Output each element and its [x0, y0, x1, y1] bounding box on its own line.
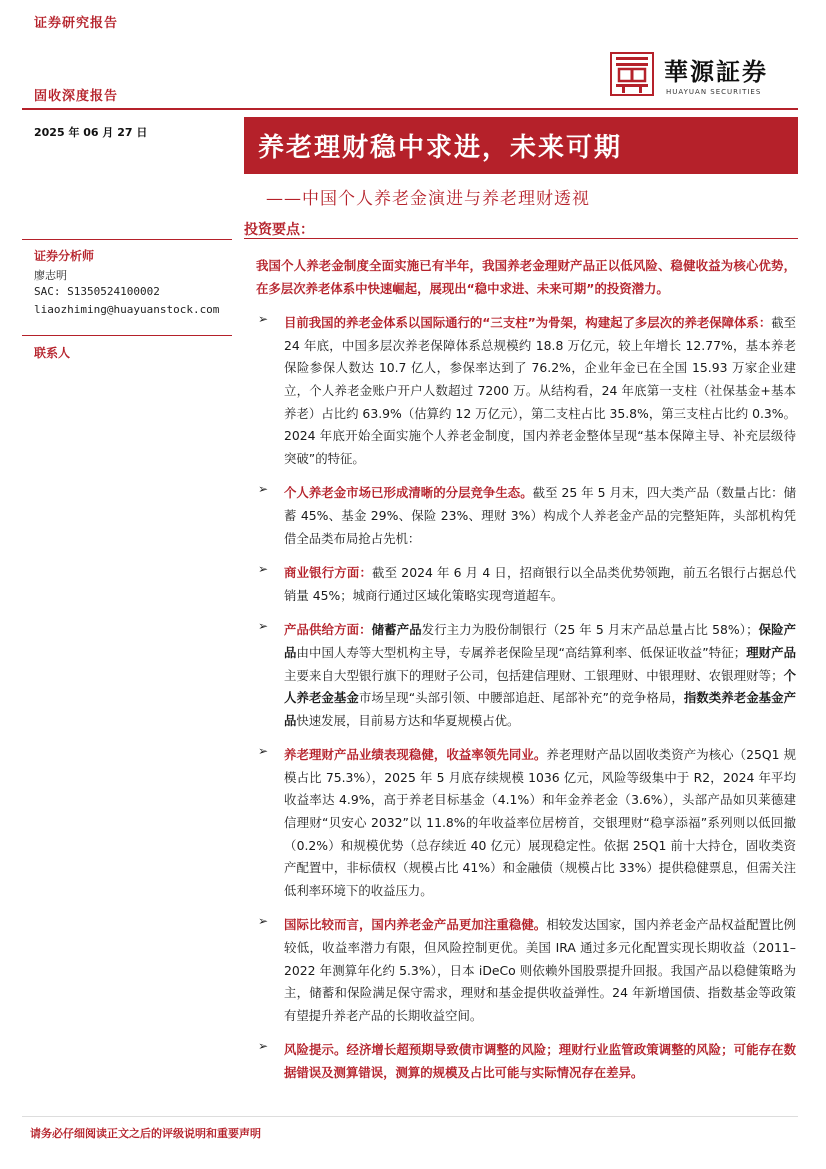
footer-divider: [22, 1116, 798, 1117]
bullet-text: [284, 619, 796, 732]
bullet-body: 发行主力为股份制银行（25 年 5 月末产品总量占比 58%）；: [421, 622, 759, 638]
page-subtitle: ——中国个人养老金演进与养老理财透视: [266, 189, 590, 209]
analyst-name: 廖志明: [34, 269, 67, 282]
bullet-item: [256, 914, 796, 1027]
footer-disclaimer: 请务必仔细阅读正文之后的评级说明和重要声明: [30, 1127, 261, 1140]
bullet-highlight: 产品供给方面：: [284, 622, 372, 638]
arrow-right-icon: ➢: [258, 562, 269, 577]
bullet-item: [256, 562, 796, 607]
bullet-text: [284, 914, 796, 1027]
investment-points-heading: 投资要点：: [244, 222, 314, 238]
bullet-list: [256, 312, 796, 1084]
investment-points-body: [256, 255, 796, 1097]
bullet-body: 截至 24 年底，中国多层次养老保障体系总规模约 18.8 万亿元，较上年增长 12.77%，基本养老保险参保人数达 10.7 亿人，参保率达到了 76.2%，企业年金已在全国 15.93 万家企业建立，个人养老金账户开户人数超过 7200 万。从结构看，24 年底第一支柱（社保基金+基本养老）占比约 63.9%（估算约 12 万亿元），第二支柱占比 35.8%，第三支柱占比约 0.3%。2024 年底开始全面实施个人养老金制度，国内养老金整体呈现“基本保障主导、补充层级待突破”的特征。: [284, 315, 797, 466]
report-date: 2025 年 06 月 27 日: [34, 126, 148, 139]
investment-points-divider: [244, 238, 798, 239]
page-title: 养老理财稳中求进，未来可期: [258, 133, 623, 163]
company-logo: [610, 52, 800, 100]
bullet-item: [256, 312, 796, 470]
analyst-section-title: 证券分析师: [34, 249, 95, 263]
bullet-text: [284, 482, 796, 550]
bullet-keyword: 储蓄产品: [371, 622, 422, 638]
arrow-right-icon: ➢: [258, 1039, 269, 1054]
bullet-keyword: 理财产品: [746, 644, 797, 660]
sidebar-divider: [22, 335, 232, 336]
intro-paragraph: 我国个人养老金制度全面实施已有半年，我国养老金理财产品正以低风险、稳健收益为核心优势，在多层次养老体系中快速崛起，展现出“稳中求进、未来可期”的投资潜力。: [256, 258, 796, 296]
logo-chinese-name: 華源証券: [664, 57, 768, 86]
bullet-highlight: 商业银行方面：: [284, 565, 373, 581]
analyst-sac-number: SAC: S1350524100002: [34, 285, 160, 298]
header-divider: [22, 108, 798, 110]
bullet-body: 养老理财产品以固收类资产为核心（25Q1 规模占比 75.3%），2025 年 5 月底存续规模 1036 亿元，风险等级集中于 R2，2024 年平均收益率达 4.9%，高于养老目标基金（4.1%）和年金养老金（3.6%），头部产品如贝莱德建信理财“贝安心 2032”以 11.8%的年收益率位居榜首，交银理财“稳享添福”系列则以低回撤（0.2%）和规模优势（总存续近 40 亿元）展现稳定性。依据 25Q1 前十大持仓，固收类资产配置中，非标债权（规模占比 41%）和金融债（规模占比 33%）提供稳健票息，但需关注低利率环境下的收益压力。: [284, 747, 796, 898]
report-category-label: 证券研究报告: [34, 16, 119, 31]
contact-section-title: 联系人: [34, 346, 71, 360]
analyst-email: liaozhiming@huayuanstock.com: [34, 303, 220, 316]
huayuan-logo-icon: [610, 52, 654, 96]
bullet-highlight: 养老理财产品业绩表现稳健，收益率领先同业。: [284, 747, 547, 763]
bullet-body: 由中国人寿等大型机构主导，专属养老保险呈现“高结算利率、低保证收益”特征；: [296, 644, 747, 660]
bullet-highlight: 风险提示。经济增长超预期导致债市调整的风险；理财行业监管政策调整的风险；可能存在数据错误及测算错误，测算的规模及占比可能与实际情况存在差异。: [284, 1042, 796, 1080]
bullet-text: [284, 744, 796, 902]
title-banner: [244, 117, 798, 174]
arrow-right-icon: ➢: [258, 744, 269, 759]
arrow-right-icon: ➢: [258, 482, 269, 497]
bullet-item: [256, 482, 796, 550]
bullet-keyword: 指数类养老金基金产品: [284, 690, 797, 728]
bullet-item: [256, 1039, 796, 1084]
bullet-body: 主要来自大型银行旗下的理财子公司，包括建信理财、工银理财、中银理财、农银理财等；: [284, 667, 784, 683]
bullet-highlight: 个人养老金市场已形成清晰的分层竞争生态。: [284, 485, 533, 501]
bullet-body: 截至 25 年 5 月末，四大类产品（数量占比：储蓄 45%、基金 29%、保险 23%、理财 3%）构成个人养老金产品的完整矩阵，头部机构凭借全品类布局抢占先机：: [284, 485, 797, 546]
bullet-body: 相较发达国家，国内养老金产品权益配置比例较低，收益率潜力有限，但风险控制更优。美国 IRA 通过多元化配置实现长期收益（2011–2022 年测算年化约 5.3%），日本 iDeCo 则依赖外国股票提升回报。我国产品以稳健策略为主，储蓄和保险满足保守需求，理财和基金提供收益弹性。24 年新增国债、指数基金等政策有望提升养老产品的长期收益空间。: [284, 917, 797, 1023]
bullet-item: [256, 619, 796, 732]
bullet-keyword: 个人养老金基金: [284, 667, 797, 706]
bullet-text: [284, 312, 796, 470]
arrow-right-icon: ➢: [258, 619, 269, 634]
arrow-right-icon: ➢: [258, 914, 269, 929]
bullet-highlight: 目前我国的养老金体系以国际通行的“三支柱”为骨架，构建起了多层次的养老保障体系：: [284, 315, 772, 331]
bullet-text: [284, 1039, 796, 1084]
bullet-keyword: 保险产品: [284, 622, 797, 660]
bullet-body: 快速发展，目前易方达和华夏规模占优。: [296, 712, 520, 728]
bullet-body: 截至 2024 年 6 月 4 日，招商银行以全品类优势领跑，前五名银行占据总代销量 45%；城商行通过区域化策略实现弯道超车。: [284, 565, 796, 603]
sidebar-divider: [22, 239, 232, 240]
bullet-item: [256, 744, 796, 902]
bullet-highlight: 国际比较而言，国内养老金产品更加注重稳健。: [284, 917, 547, 933]
bullet-body: 市场呈现“头部引领、中腰部追赶、尾部补充”的竞争格局，: [358, 690, 684, 706]
report-type-label: 固收深度报告: [34, 89, 119, 104]
arrow-right-icon: ➢: [258, 312, 269, 327]
logo-english-name: HUAYUAN SECURITIES: [666, 88, 762, 96]
bullet-text: [284, 562, 796, 607]
